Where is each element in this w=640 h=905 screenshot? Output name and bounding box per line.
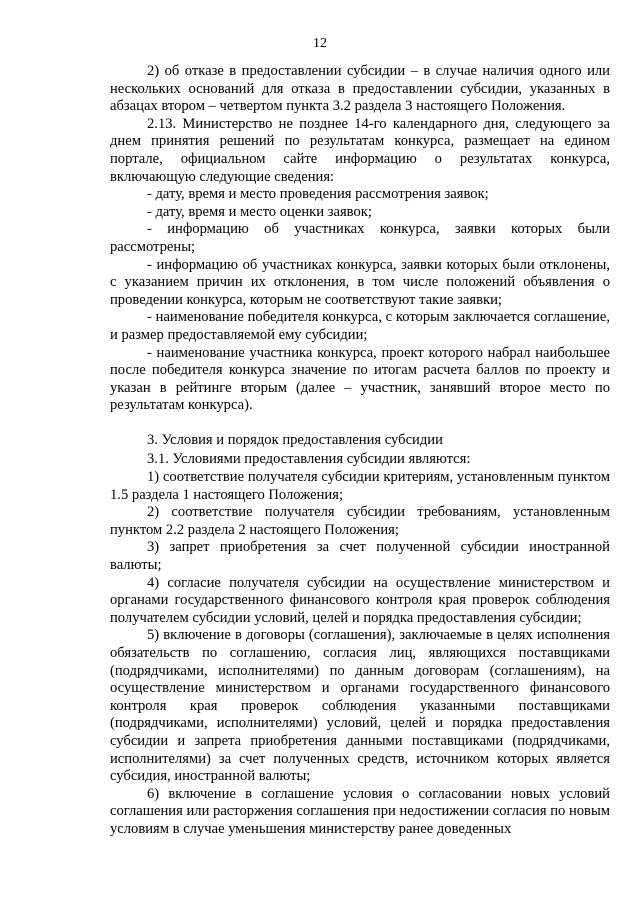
section-heading: 3. Условия и порядок предоставления субсидии	[147, 431, 443, 448]
condition-5: 5) включение в договоры (соглашения), заключаемые в целях исполнения обязательств по соглашению, согласия лиц, являющихся поставщиками (подрядчиками, исполнителями) по данным договорам (соглашениям), на осуществление министерством и органами государственного финансового контроля края проверок соблюдения указанными поставщиками (подрядчиками, исполнителями) условий, целей и порядка предоставления субсидии и запрета приобретения данными поставщиками (подрядчиками, исполнителями) за счет полученных средств, источником которых является субсидия, иностранной валюты;	[110, 627, 610, 785]
paragraph-3-1: 3.1. Условиями предоставления субсидии являются:	[147, 451, 471, 468]
list-item-rejected-participants: - информацию об участниках конкурса, заявки которых были отклонены, с указанием причин их отклонения, в том числе положений объявления о проведении конкурса, которым не соответствуют такие заявки;	[110, 256, 610, 308]
condition-3: 3) запрет приобретения за счет полученной субсидии иностранной валюты;	[110, 539, 610, 574]
list-item-winner: - наименование победителя конкурса, с которым заключается соглашение, и размер предоставляемой ему субсидии;	[110, 309, 610, 343]
paragraph-2-13: 2.13. Министерство не позднее 14-го календарного дня, следующего за днем принятия решений по результатам конкурса, размещает на едином портале, официальном сайте информацию о результатах конкурса, включающую следующие сведения:	[110, 115, 610, 185]
condition-2: 2) соответствие получателя субсидии требованиям, установленным пунктом 2.2 раздела 2 настоящего Положения;	[110, 504, 610, 538]
list-item-second-place: - наименование участника конкурса, проект которого набрал наибольшее после победителя конкурса значение по итогам расчета баллов по проекту и указан в рейтинге вторым (далее – участник, занявший второе место по результатам конкурса).	[110, 344, 610, 414]
condition-1: 1) соответствие получателя субсидии критериям, установленным пунктом 1.5 раздела 1 настоящего Положения;	[110, 469, 610, 503]
list-item-evaluation-date: - дату, время и место оценки заявок;	[147, 203, 372, 220]
document-body	[110, 63, 610, 839]
list-item-reviewed-participants: - информацию об участниках конкурса, заявки которых были рассмотрены;	[110, 221, 610, 255]
paragraph-refusal: 2) об отказе в предоставлении субсидии – в случае наличия одного или нескольких оснований для отказа в предоставлении субсидии, указанных в абзацах втором – четвертом пункта 3.2 раздела 3 настоящего Положения.	[110, 63, 610, 115]
list-item-review-date: - дату, время и место проведения рассмотрения заявок;	[147, 186, 489, 203]
condition-6: 6) включение в соглашение условия о согласовании новых условий соглашения или расторжения соглашения при недостижении согласия по новым условиям в случае уменьшения министерству ранее доведенных	[110, 785, 610, 837]
condition-4: 4) согласие получателя субсидии на осуществление министерством и органами государственного финансового контроля края проверок соблюдения получателем субсидии условий, целей и порядка предоставления субсидии;	[110, 574, 610, 626]
page-number: 12	[313, 36, 327, 51]
